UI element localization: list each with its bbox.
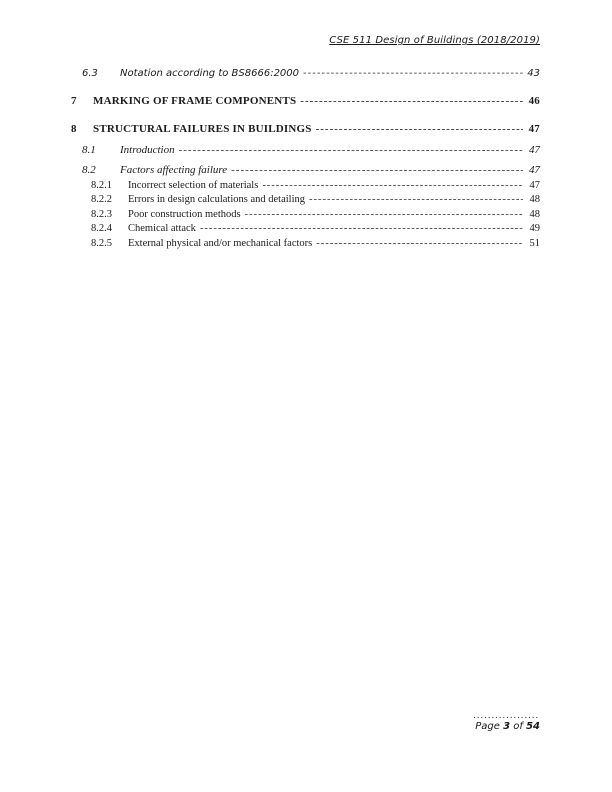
toc-entry-page: 48 bbox=[529, 209, 540, 220]
dot-leader bbox=[262, 179, 523, 192]
toc-entry-title: MARKING OF FRAME COMPONENTS bbox=[93, 95, 297, 107]
footer-total-pages: 54 bbox=[526, 721, 540, 732]
footer-page-indicator bbox=[475, 721, 540, 732]
toc-entry-number: 8.2.2 bbox=[91, 194, 112, 205]
dot-leader bbox=[309, 193, 523, 206]
dot-leader bbox=[316, 237, 523, 250]
toc-entry[interactable] bbox=[82, 68, 540, 79]
toc-entry-page: 49 bbox=[529, 223, 540, 234]
footer-page-label: Page bbox=[475, 721, 500, 732]
dot-leader bbox=[300, 95, 523, 108]
toc-entry-number: 6.3 bbox=[82, 68, 98, 79]
dot-leader bbox=[179, 144, 523, 157]
toc-entry[interactable] bbox=[91, 208, 540, 221]
footer-current-page: 3 bbox=[503, 721, 511, 732]
toc-entry-page: 51 bbox=[529, 238, 540, 249]
toc-entry-title: Incorrect selection of materials bbox=[128, 180, 259, 191]
dot-leader bbox=[303, 68, 523, 79]
toc-entry[interactable] bbox=[91, 222, 540, 235]
toc-entry-page: 47 bbox=[529, 164, 540, 176]
dot-leader bbox=[316, 123, 523, 136]
toc-entry[interactable] bbox=[71, 95, 540, 108]
toc-entry[interactable] bbox=[82, 164, 540, 177]
dot-leader bbox=[245, 208, 523, 221]
toc-entry-page: 47 bbox=[529, 144, 540, 156]
toc-entry-title: Introduction bbox=[120, 144, 175, 156]
toc-entry-number: 8 bbox=[71, 123, 77, 135]
toc-entry-page: 47 bbox=[528, 123, 540, 135]
toc-entry-title: Poor construction methods bbox=[128, 209, 241, 220]
toc-entry-number: 8.2.3 bbox=[91, 209, 112, 220]
toc-entry-title: STRUCTURAL FAILURES IN BUILDINGS bbox=[93, 123, 312, 135]
dot-leader bbox=[200, 222, 523, 235]
toc-entry[interactable] bbox=[71, 123, 540, 136]
toc-entry-page: 48 bbox=[529, 194, 540, 205]
footer-dotted-line: .................. bbox=[473, 711, 539, 721]
toc-entry-number: 8.2 bbox=[82, 164, 96, 176]
toc-entry-title: External physical and/or mechanical factors bbox=[128, 238, 313, 249]
toc-entry-number: 8.2.4 bbox=[91, 223, 112, 234]
toc-entry-number: 8.1 bbox=[82, 144, 96, 156]
toc-entry[interactable] bbox=[91, 237, 540, 250]
toc-entry-page: 43 bbox=[527, 68, 540, 79]
toc-entry-number: 8.2.5 bbox=[91, 238, 112, 249]
footer-of-label: of bbox=[513, 721, 523, 732]
toc-entry-number: 7 bbox=[71, 95, 77, 107]
toc-entry-title: Notation according to BS8666:2000 bbox=[120, 68, 300, 79]
toc-entry-title: Errors in design calculations and detailing bbox=[128, 194, 305, 205]
toc-entry-title: Factors affecting failure bbox=[120, 164, 228, 176]
toc-entry-number: 8.2.1 bbox=[91, 180, 112, 191]
dot-leader bbox=[231, 164, 523, 177]
toc-entry-page: 47 bbox=[529, 180, 540, 191]
toc-entry[interactable] bbox=[91, 179, 540, 192]
toc-entry-title: Chemical attack bbox=[128, 223, 196, 234]
toc-entry[interactable] bbox=[82, 144, 540, 157]
toc-entry[interactable] bbox=[91, 193, 540, 206]
header-title: CSE 511 Design of Buildings (2018/2019) bbox=[329, 35, 540, 46]
toc-entry-page: 46 bbox=[528, 95, 540, 107]
